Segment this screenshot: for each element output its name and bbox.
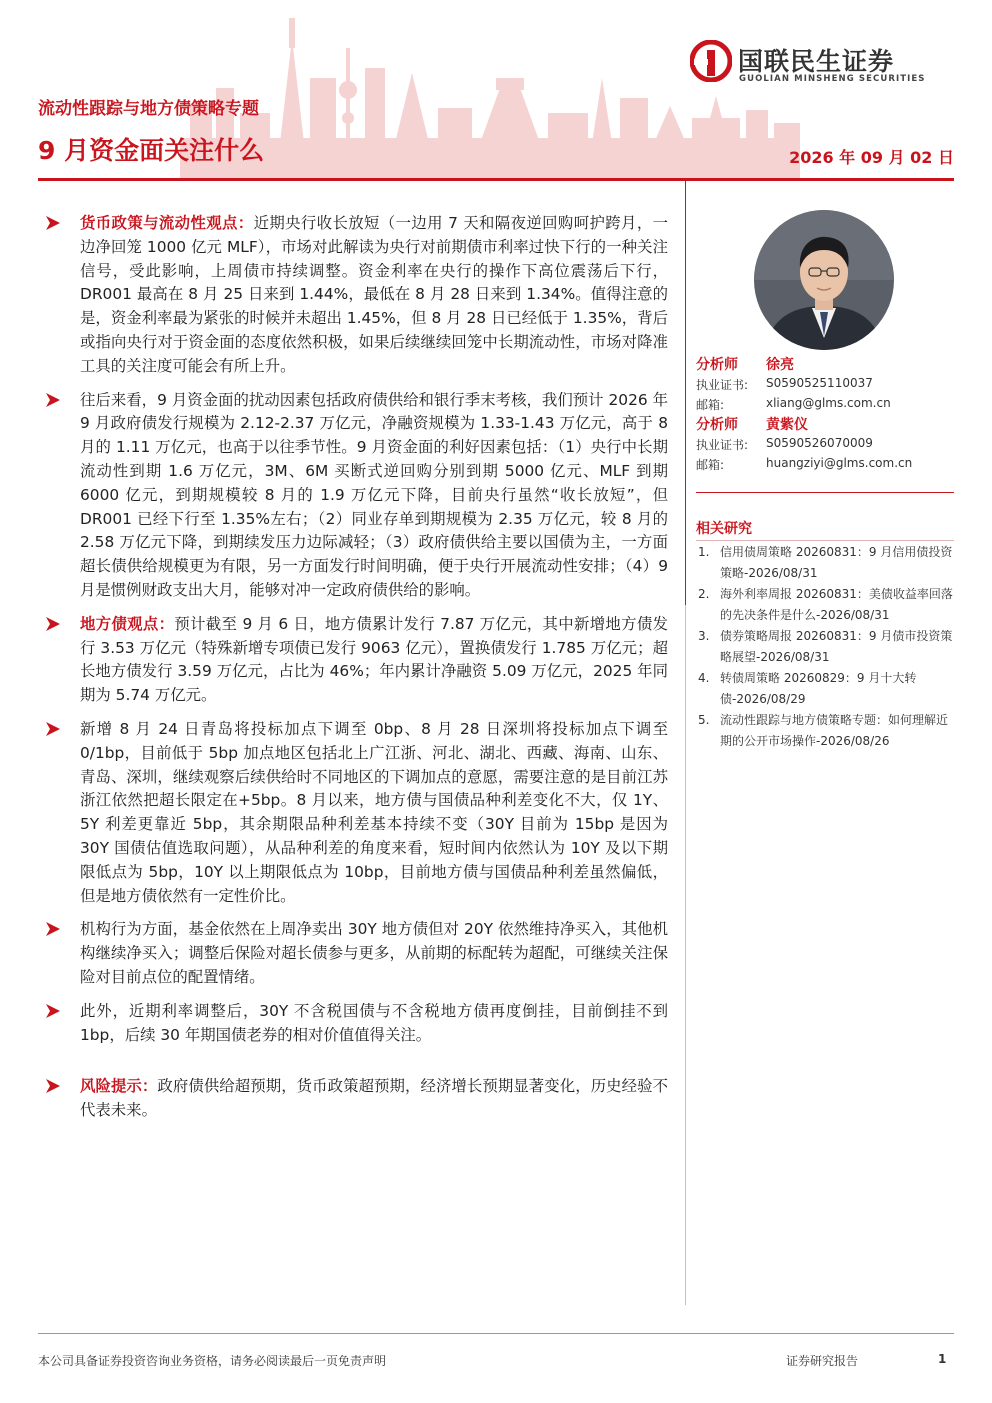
logo-english-name: GUOLIAN MINSHENG SECURITIES	[739, 74, 926, 84]
email-label: 邮箱:	[696, 398, 725, 412]
analyst-email[interactable]: xliang@glms.com.cn	[766, 396, 891, 410]
arrow-bullet-icon	[46, 216, 60, 230]
report-title: 9 月资金面关注什么	[38, 136, 265, 165]
item-number: 5.	[698, 713, 710, 727]
paragraph-text: 预计截至 9 月 6 日，地方债累计发行 7.87 万亿元，其中新增地方债发行 3.53 万亿元（特殊新增专项债已发行 9063 亿元），置换债发行 1.785 万亿元；超长地方债发行 3.59 万亿元，占比为 46%；年内累计净融资 5.09 万亿元，2025 年同期为 5.74 万亿元。	[80, 614, 668, 705]
paragraph-keyword: 地方债观点：	[80, 614, 175, 633]
email-label: 邮箱:	[696, 458, 725, 472]
arrow-bullet-icon	[46, 393, 60, 407]
paragraph-keyword: 风险提示：	[80, 1077, 158, 1096]
paragraph-keyword: 货币政策与流动性观点：	[80, 214, 254, 232]
item-text: 信用债周策略 20260831：9 月信用债投资策略-2026/08/31	[720, 545, 953, 580]
paragraph-september-outlook	[44, 389, 668, 603]
cert-number: S0590525110037	[766, 376, 873, 390]
arrow-bullet-icon	[46, 1004, 60, 1018]
paragraph-institution-behavior	[44, 918, 668, 989]
report-series: 流动性跟踪与地方债策略专题	[38, 99, 259, 119]
analyst-role: 分析师	[696, 357, 738, 373]
paragraph-text: 此外，近期利率调整后，30Y 不含税国债与不含税地方债再度倒挂，目前倒挂不到 1bp，后续 30 年期国债老券的相对价值值得关注。	[80, 1001, 668, 1044]
cert-number: S0590526070009	[766, 436, 873, 450]
footer-disclaimer: 本公司具备证券投资咨询业务资格，请务必阅读最后一页免责声明	[38, 1354, 387, 1368]
related-research-item[interactable]	[696, 710, 958, 751]
company-logo	[690, 40, 960, 90]
related-research-list	[696, 542, 958, 752]
arrow-bullet-icon	[46, 922, 60, 936]
item-number: 2.	[698, 587, 710, 601]
paragraph-monetary-policy	[44, 212, 668, 379]
related-research-item[interactable]	[696, 626, 958, 667]
item-text: 流动性跟踪与地方债策略专题：如何理解近期的公开市场操作-2026/08/26	[720, 713, 949, 748]
cert-label: 执业证书:	[696, 438, 749, 452]
paragraph-local-bonds	[44, 613, 668, 708]
item-text: 海外利率周报 20260831：美债收益率回落的先决条件是什么-2026/08/31	[720, 587, 953, 622]
analyst-name: 黄紫仪	[766, 417, 808, 433]
related-research-item[interactable]	[696, 542, 958, 583]
item-text: 债券策略周报 20260831：9 月债市投资策略展望-2026/08/31	[720, 629, 953, 664]
related-research-title: 相关研究	[696, 521, 752, 537]
column-divider	[685, 181, 686, 605]
paragraph-risk	[44, 1075, 668, 1123]
arrow-bullet-icon	[46, 617, 60, 631]
paragraph-text: 近期央行收长放短（一边用 7 天和隔夜逆回购呵护跨月，一边净回笼 1000 亿元 MLF），市场对此解读为央行对前期债市利率过快下行的一种关注信号，受此影响，上周债市持续调整。资金利率在央行的操作下高位震荡后下行，DR001 最高在 8 月 25 日来到 1.44%，最低在 8 月 28 日来到 1.34%。值得注意的是，资金利率最为紧张的时候并未超出 1.45%，但 8 月 28 日已经低于 1.35%，背后或指向央行对于资金面的态度依然积极，如果后续继续回笼中长期流动性，市场对降准工具的关注度可能会有所上升。	[80, 214, 668, 375]
item-number: 4.	[698, 671, 710, 685]
main-content	[44, 212, 668, 1133]
analyst-email[interactable]: huangziyi@glms.com.cn	[766, 456, 913, 470]
header-divider	[38, 178, 954, 181]
footer-page-number: 1	[938, 1352, 947, 1366]
cert-label: 执业证书:	[696, 378, 749, 392]
arrow-bullet-icon	[46, 722, 60, 736]
sidebar-divider	[696, 492, 954, 493]
related-research-item[interactable]	[696, 668, 958, 709]
analyst-name: 徐亮	[766, 357, 794, 373]
analyst-role: 分析师	[696, 417, 738, 433]
item-text: 转债周策略 20260829：9 月十大转债-2026/08/29	[720, 671, 917, 706]
analyst-photo	[754, 210, 894, 350]
related-research-item[interactable]	[696, 584, 958, 625]
arrow-bullet-icon	[46, 1079, 60, 1093]
item-number: 3.	[698, 629, 710, 643]
item-number: 1.	[698, 545, 710, 559]
column-divider-lower	[685, 605, 686, 1305]
paragraph-text: 新增 8 月 24 日青岛将投标加点下调至 0bp、8 月 28 日深圳将投标加点下调至 0/1bp，目前低于 5bp 加点地区包括北上广江浙、河北、湖北、西藏、海南、山东、青岛、深圳，继续观察后续供给时不同地区的下调加点的意愿，需要注意的是目前江苏浙江依然把超长限定在+5bp。8 月以来，地方债与国债品种利差变化不大，仅 1Y、5Y 利差更靠近 5bp，其余期限品种利差基本持续不变（30Y 目前为 15bp 是因为 30Y 国债估值选取问题），从品种利差的角度来看，短时间内依然认为 10Y 及以下期限低点为 5bp，10Y 以上期限低点为 10bp，目前地方债与国债品种利差虽然偏低，但是地方债依然有一定性价比。	[80, 719, 668, 905]
paragraph-inversion	[44, 1000, 668, 1048]
footer-divider	[38, 1333, 954, 1334]
logo-mark-icon	[690, 40, 732, 82]
paragraph-text: 往后来看，9 月资金面的扰动因素包括政府债供给和银行季末考核，我们预计 2026 年 9 月政府债发行规模为 2.12-2.37 万亿元，净融资规模为 1.33-1.43 万亿元，高于 8 月的 1.11 万亿元，也高于以往季节性。9 月资金面的利好因素包括：（1）央行中长期流动性到期 1.6 万亿元，3M、6M 买断式逆回购分别到期 5000 亿元、MLF 到期 6000 亿元，到期规模较 8 月的 1.9 万亿元下降，目前央行虽然“收长放短”，但 DR001 已经下行至 1.35%左右；（2）同业存单到期规模为 2.35 万亿元，较 8 月的 2.58 万亿元下降，到期续发压力边际减轻；（3）政府债供给主要以国债为主，一方面超长债供给规模更为有限，另一方面发行时间明确，便于央行开展流动性安排；（4）9 月是惯例财政支出大月，能够对冲一定政府债供给的影响。	[80, 390, 668, 599]
paragraph-bid-spreads	[44, 718, 668, 908]
paragraph-text: 机构行为方面，基金依然在上周净卖出 30Y 地方债但对 20Y 依然维持净买入，其他机构继续净买入；调整后保险对超长债参与更多，从前期的标配转为超配，可继续关注保险对目前点位的配置情绪。	[80, 920, 668, 986]
paragraph-text: 政府债供给超预期，货币政策超预期，经济增长预期显著变化，历史经验不代表未来。	[80, 1077, 668, 1120]
report-date: 2026 年 09 月 02 日	[789, 148, 954, 167]
related-research-divider	[696, 540, 954, 541]
footer-document-type: 证券研究报告	[786, 1354, 859, 1368]
logo-chinese-name: 国联民生证券	[738, 47, 895, 76]
